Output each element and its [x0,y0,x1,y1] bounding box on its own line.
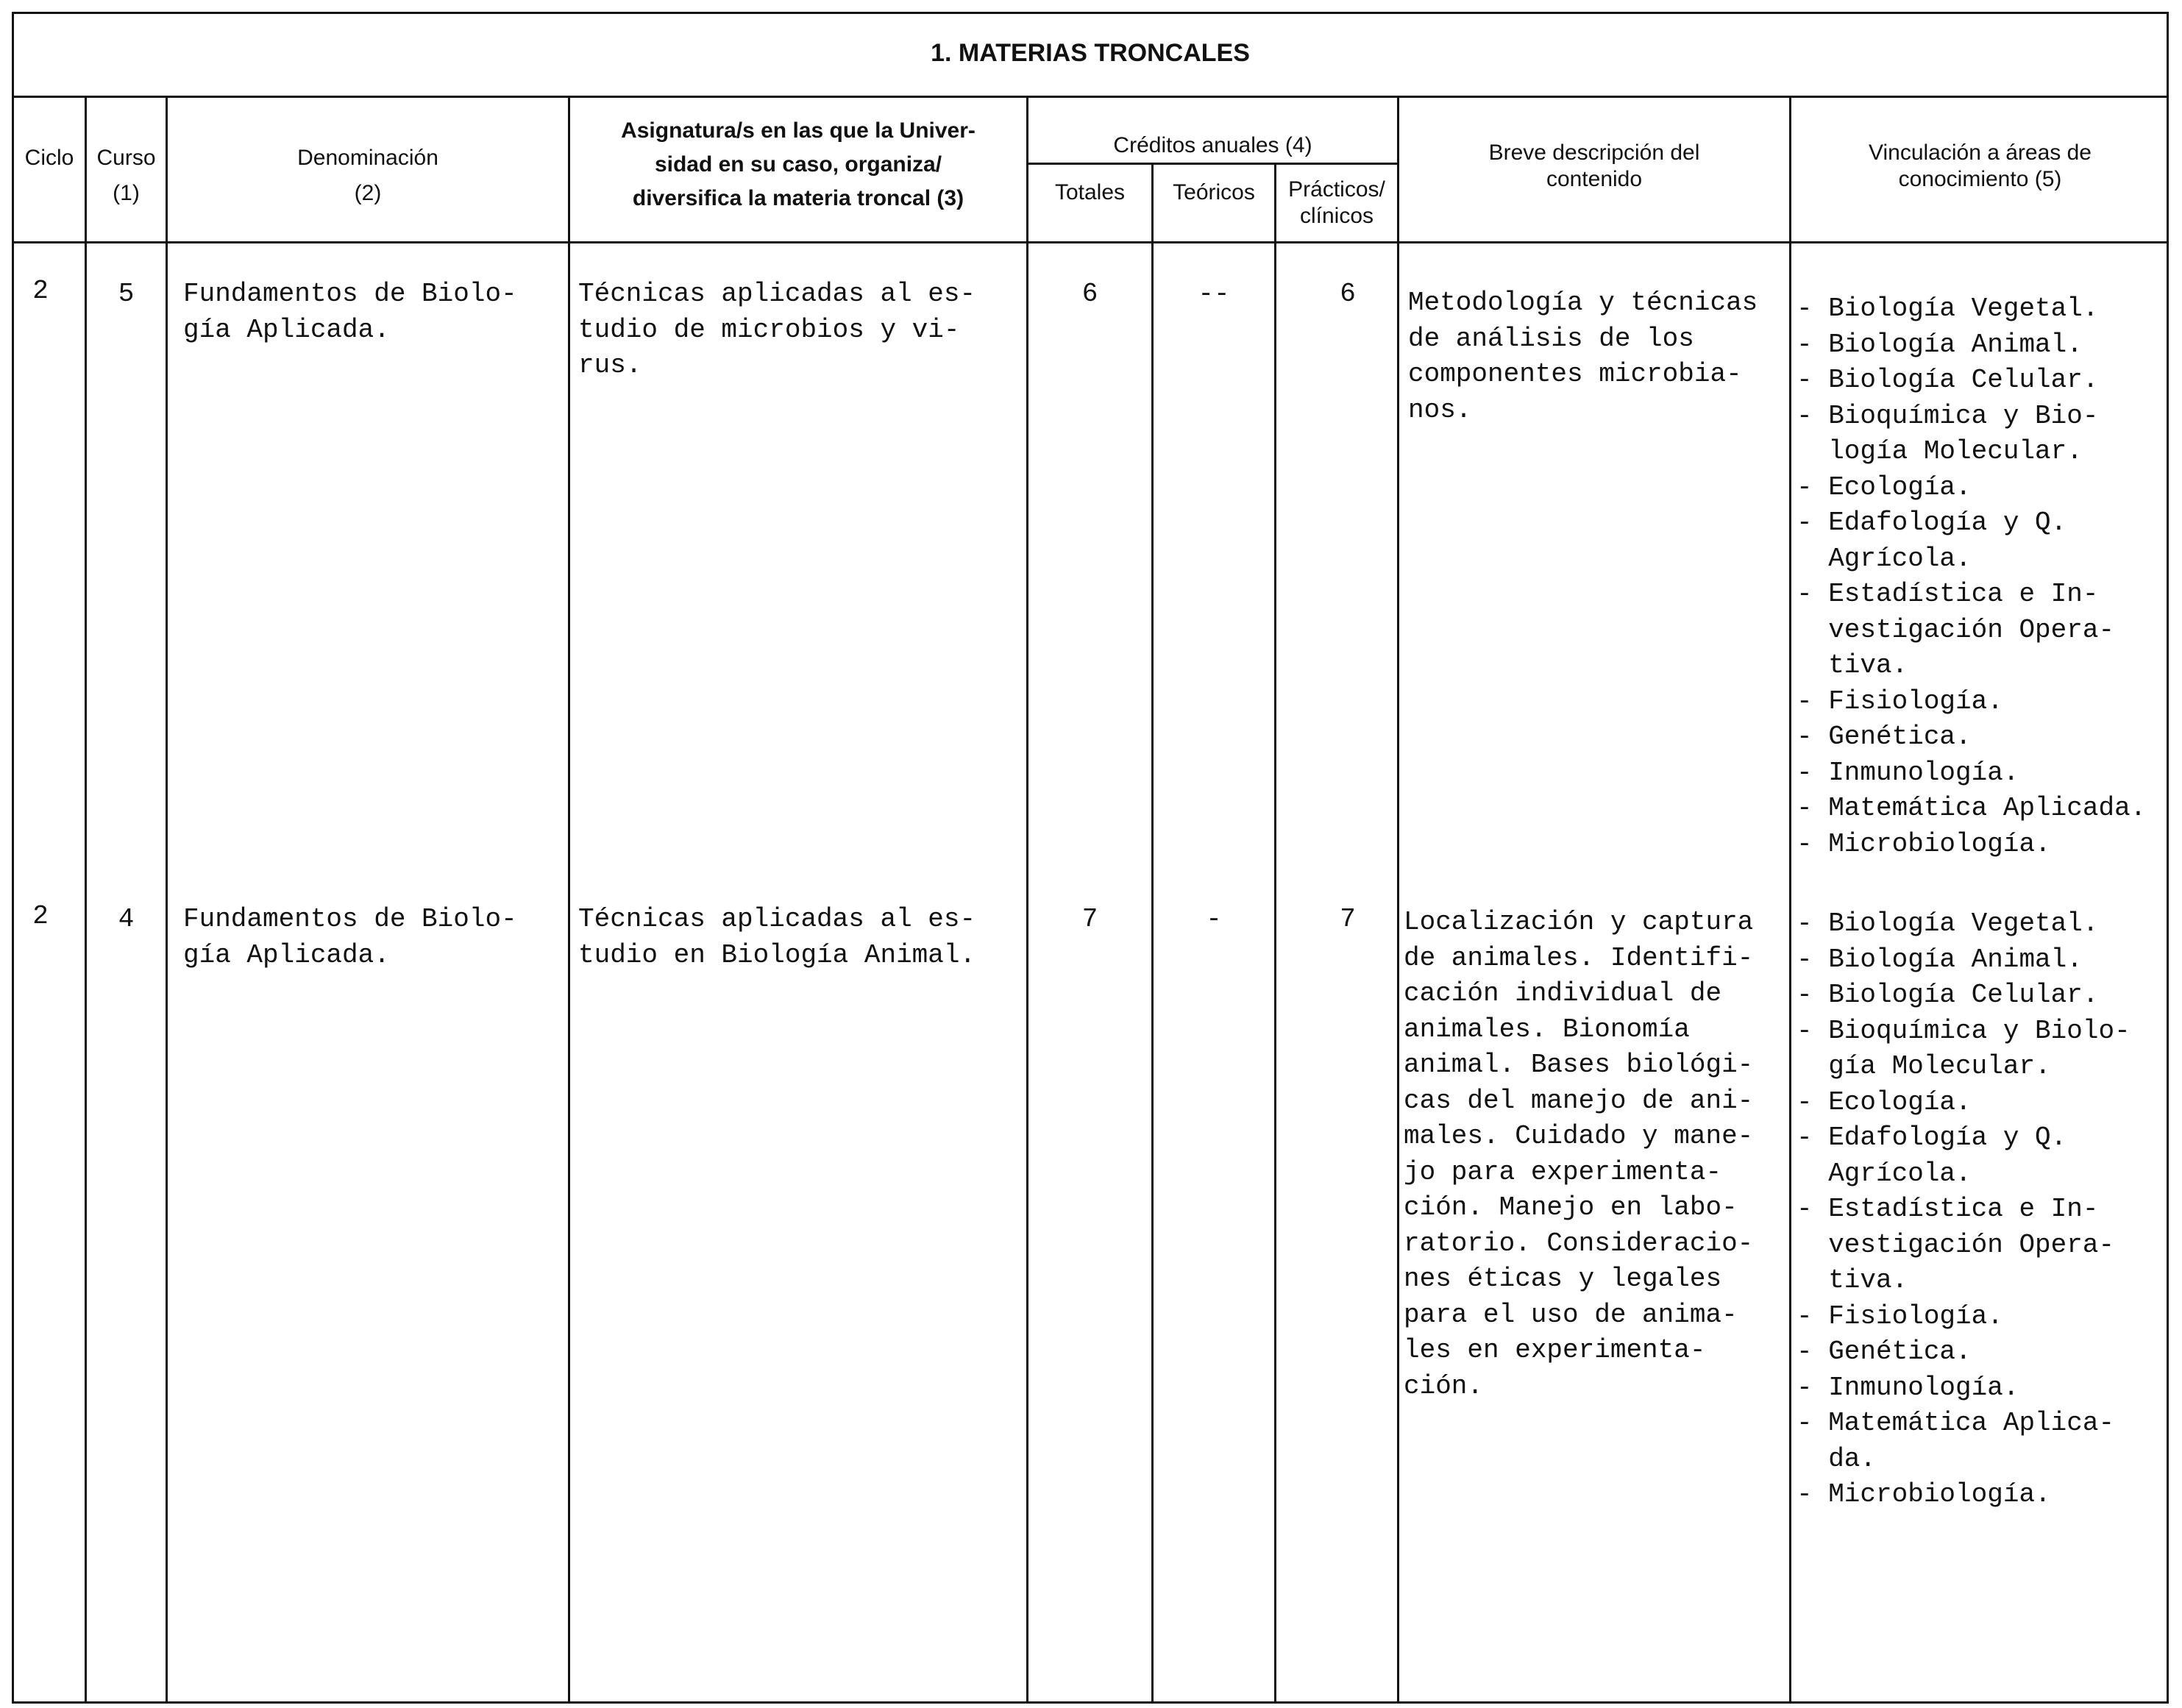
header-vinculacion: Vinculación a áreas de conocimiento (5) [1869,140,2092,191]
row2-curso: 4 [118,904,135,934]
list-item: - Edafología y Q. [1797,508,2067,538]
list-item: - Fisiología. [1797,1300,2003,1331]
row2-descripcion: Localización y captura de animales. Identifi- cación individual de animales. Bionomía animal. Bases biológi- cas del manejo de ani- males. Cuidado y mane- jo para experimenta- ción. Manejo en labo- ratorio. Consideracio- nes éticas y legales para el uso de anima- les en experimenta- ción. [1404,907,1754,1401]
list-item: - Ecología. [1797,1086,1972,1117]
header-asignaturas: Asignatura/s en las que la Univer- sidad en su caso, organiza/ diversifica la materia troncal (3) [621,118,975,210]
row1-areas-list [1797,291,2146,862]
list-item: - Microbiología. [1797,1479,2051,1509]
list-item: - Genética. [1797,722,1972,752]
row2-practicos: 7 [1340,904,1356,934]
list-item: tiva. [1797,1265,1908,1295]
list-item: Agrícola. [1797,543,1972,574]
row1-totales: 6 [1081,279,1098,309]
header-curso: Curso (1) [96,146,156,205]
header-denominacion: Denominación (2) [297,146,438,205]
row1-denominacion: Fundamentos de Biolo- gía Aplicada. [183,279,517,345]
column-divider [568,96,570,1704]
list-item: - Estadística e In- [1797,579,2099,609]
header-teoricos: Teóricos [1173,180,1255,204]
row1-practicos: 6 [1340,279,1356,309]
list-item: - Biología Celular. [1797,365,2099,395]
row1-ciclo: 2 [32,276,49,306]
section-title: 1. MATERIAS TRONCALES [931,39,1250,67]
list-item: vestigación Opera- [1797,1229,2115,1260]
column-divider [1789,96,1791,1704]
list-item: gía Molecular. [1797,1051,2051,1081]
list-item: - Inmunología. [1797,757,2019,788]
row1-descripcion: Metodología y técnicas de análisis de los componentes microbia- nos. [1408,288,1758,425]
header-bottom-divider [12,241,2169,243]
row2-denominacion: Fundamentos de Biolo- gía Aplicada. [183,904,517,970]
list-item: - Edafología y Q. [1797,1122,2067,1153]
row2-ciclo: 2 [32,901,49,931]
header-ciclo: Ciclo [24,146,74,170]
list-item: - Inmunología. [1797,1372,2019,1403]
list-item: - Bioquímica y Bio- [1797,400,2099,431]
credits-subheader-divider [1026,163,1399,165]
list-item: - Bioquímica y Biolo- [1797,1015,2131,1046]
list-item: - Estadística e In- [1797,1194,2099,1224]
list-item: - Biología Celular. [1797,980,2099,1010]
list-item: - Genética. [1797,1337,1972,1367]
list-item: tiva. [1797,650,1908,680]
list-item: - Biología Animal. [1797,944,2083,975]
column-divider [1026,96,1028,1704]
row2-areas-list [1797,906,2131,1513]
list-item: - Matemática Aplicada. [1797,793,2147,823]
header-totales: Totales [1054,180,1126,204]
title-divider [12,96,2169,98]
list-item: da. [1797,1443,1877,1474]
list-item: Agrícola. [1797,1158,1972,1189]
row2-totales: 7 [1081,904,1098,934]
list-item: - Biología Animal. [1797,329,2083,360]
list-item: - Matemática Aplica- [1797,1408,2115,1438]
column-divider [166,96,168,1704]
list-item: - Biología Vegetal. [1797,293,2099,324]
header-practicos: Prácticos/ clínicos [1288,177,1385,228]
list-item: vestigación Opera- [1797,614,2115,645]
row2-teoricos: - [1206,904,1222,934]
row1-teoricos: -- [1198,279,1230,309]
list-item: - Microbiología. [1797,828,2051,859]
row2-asignatura: Técnicas aplicadas al es- tudio en Biología Animal. [578,904,976,970]
column-divider [1397,96,1399,1704]
list-item: - Fisiología. [1797,686,2003,716]
row1-asignatura: Técnicas aplicadas al es- tudio de microbios y vi- rus. [578,279,976,380]
column-divider [85,96,87,1704]
list-item: logía Molecular. [1797,436,2083,466]
list-item: - Ecología. [1797,472,1972,502]
row1-curso: 5 [118,279,135,309]
list-item: - Biología Vegetal. [1797,908,2099,939]
header-descripcion: Breve descripción del contenido [1488,140,1700,191]
header-creditos: Créditos anuales (4) [1113,133,1312,157]
